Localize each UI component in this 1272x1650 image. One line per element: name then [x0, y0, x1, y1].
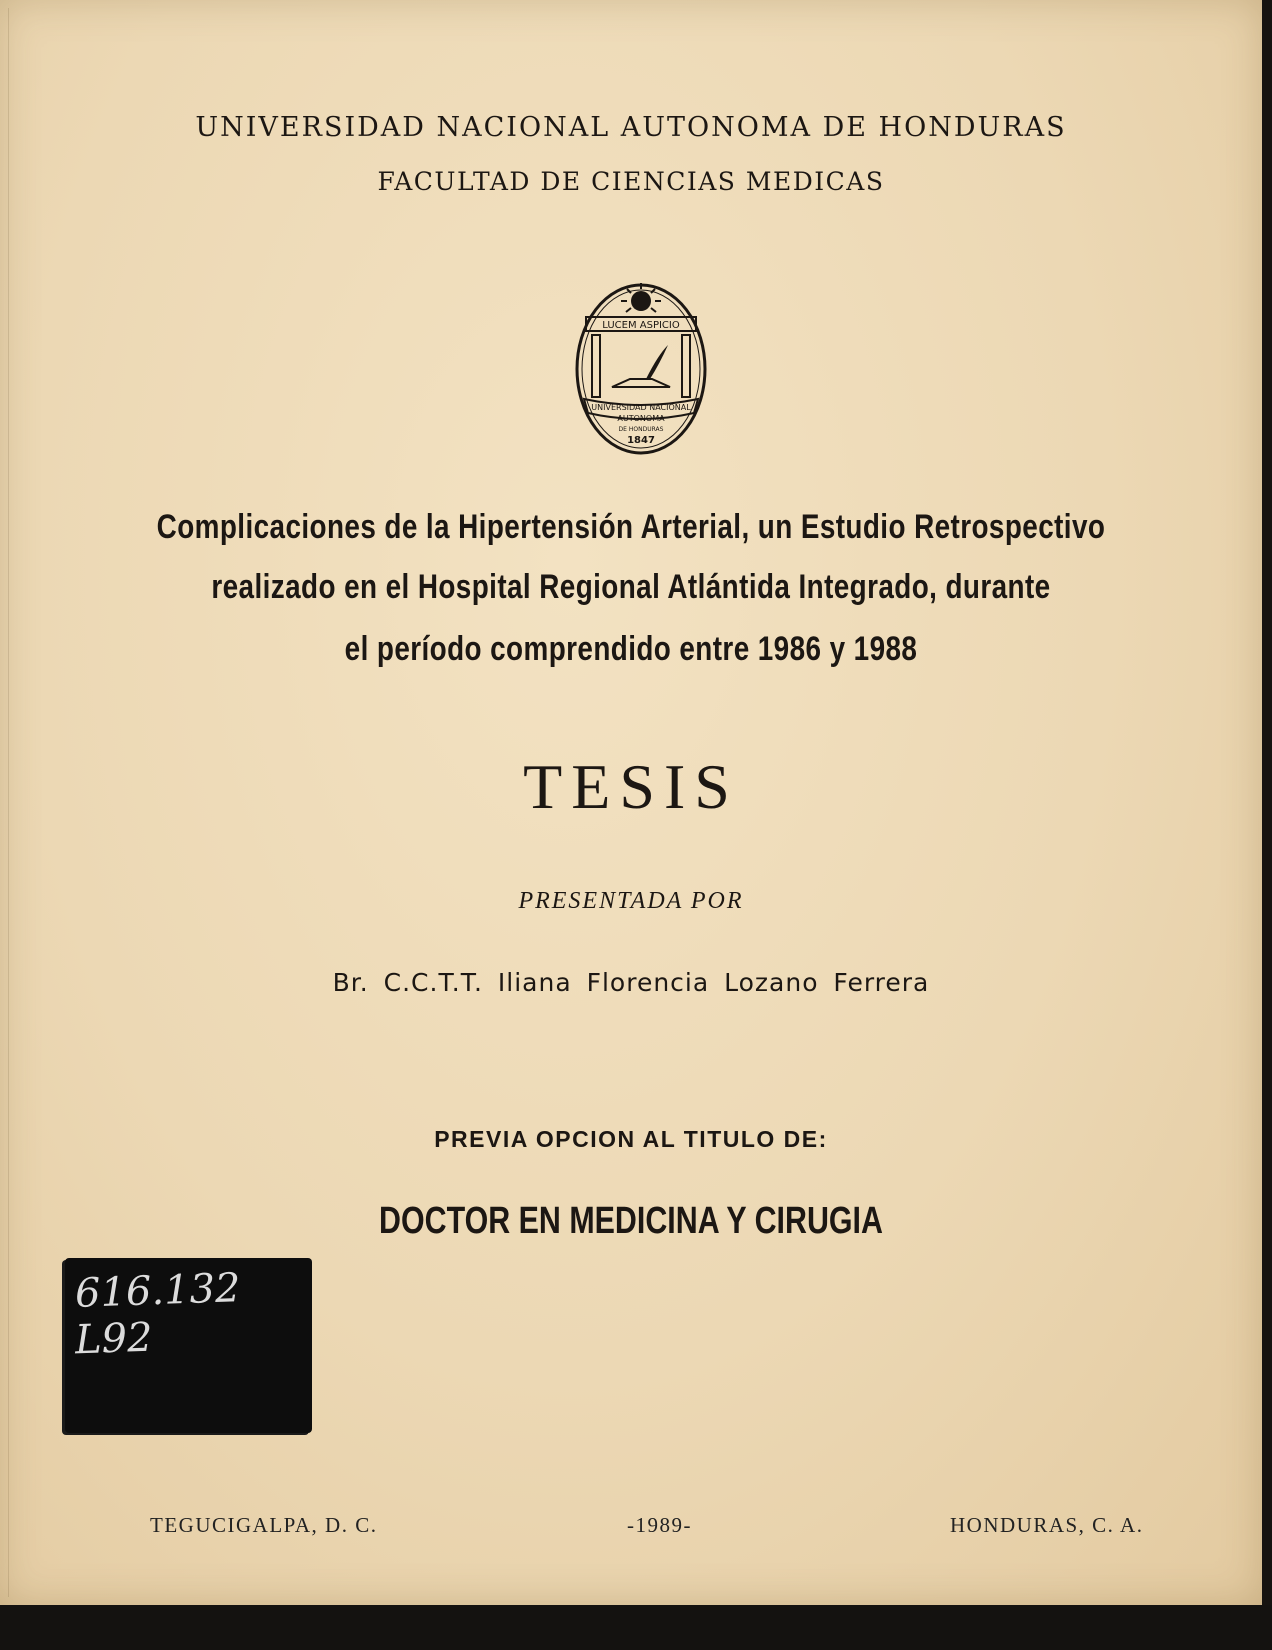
sun-icon [621, 283, 661, 312]
seal-year: 1847 [627, 435, 655, 446]
seal-ribbon-line1: UNIVERSIDAD NACIONAL [591, 403, 691, 412]
cutter-number: L92 [74, 1314, 154, 1364]
thesis-title-line-2: realizado en el Hospital Regional Atlántida Integrado, durante [211, 568, 1051, 606]
document-type-heading: TESIS [523, 751, 739, 822]
thesis-title-line-1: Complicaciones de la Hipertensión Arterial, un Estudio Retrospectivo [156, 508, 1106, 546]
university-name: UNIVERSIDAD NACIONAL AUTONOMA DE HONDURAS [195, 112, 1067, 143]
call-number: 616.132 [74, 1265, 242, 1317]
seal-motto: LUCEM ASPICIO [602, 320, 680, 331]
university-seal-icon [572, 275, 710, 457]
scan-background [0, 1605, 1272, 1650]
footer-country: HONDURAS, C. A. [950, 1513, 1144, 1537]
presented-by-label: PRESENTADA POR [518, 888, 744, 914]
library-call-number-label [65, 1258, 312, 1433]
book-quill-icon [612, 345, 670, 387]
footer-year: -1989- [627, 1513, 692, 1537]
author-name: Br. C.C.T.T. Iliana Florencia Lozano Ferrera [332, 968, 930, 997]
faculty-name: FACULTAD DE CIENCIAS MEDICAS [377, 167, 885, 196]
footer-city: TEGUCIGALPA, D. C. [150, 1513, 378, 1537]
thesis-title-line-3: el período comprendido entre 1986 y 1988 [344, 630, 918, 668]
prior-option-label: PREVIA OPCION AL TITULO DE: [434, 1126, 828, 1152]
seal-ribbon-line2: AUTONOMA [617, 414, 665, 423]
seal-ribbon-line3: DE HONDURAS [618, 426, 664, 433]
degree-title: DOCTOR EN MEDICINA Y CIRUGIA [379, 1200, 883, 1242]
